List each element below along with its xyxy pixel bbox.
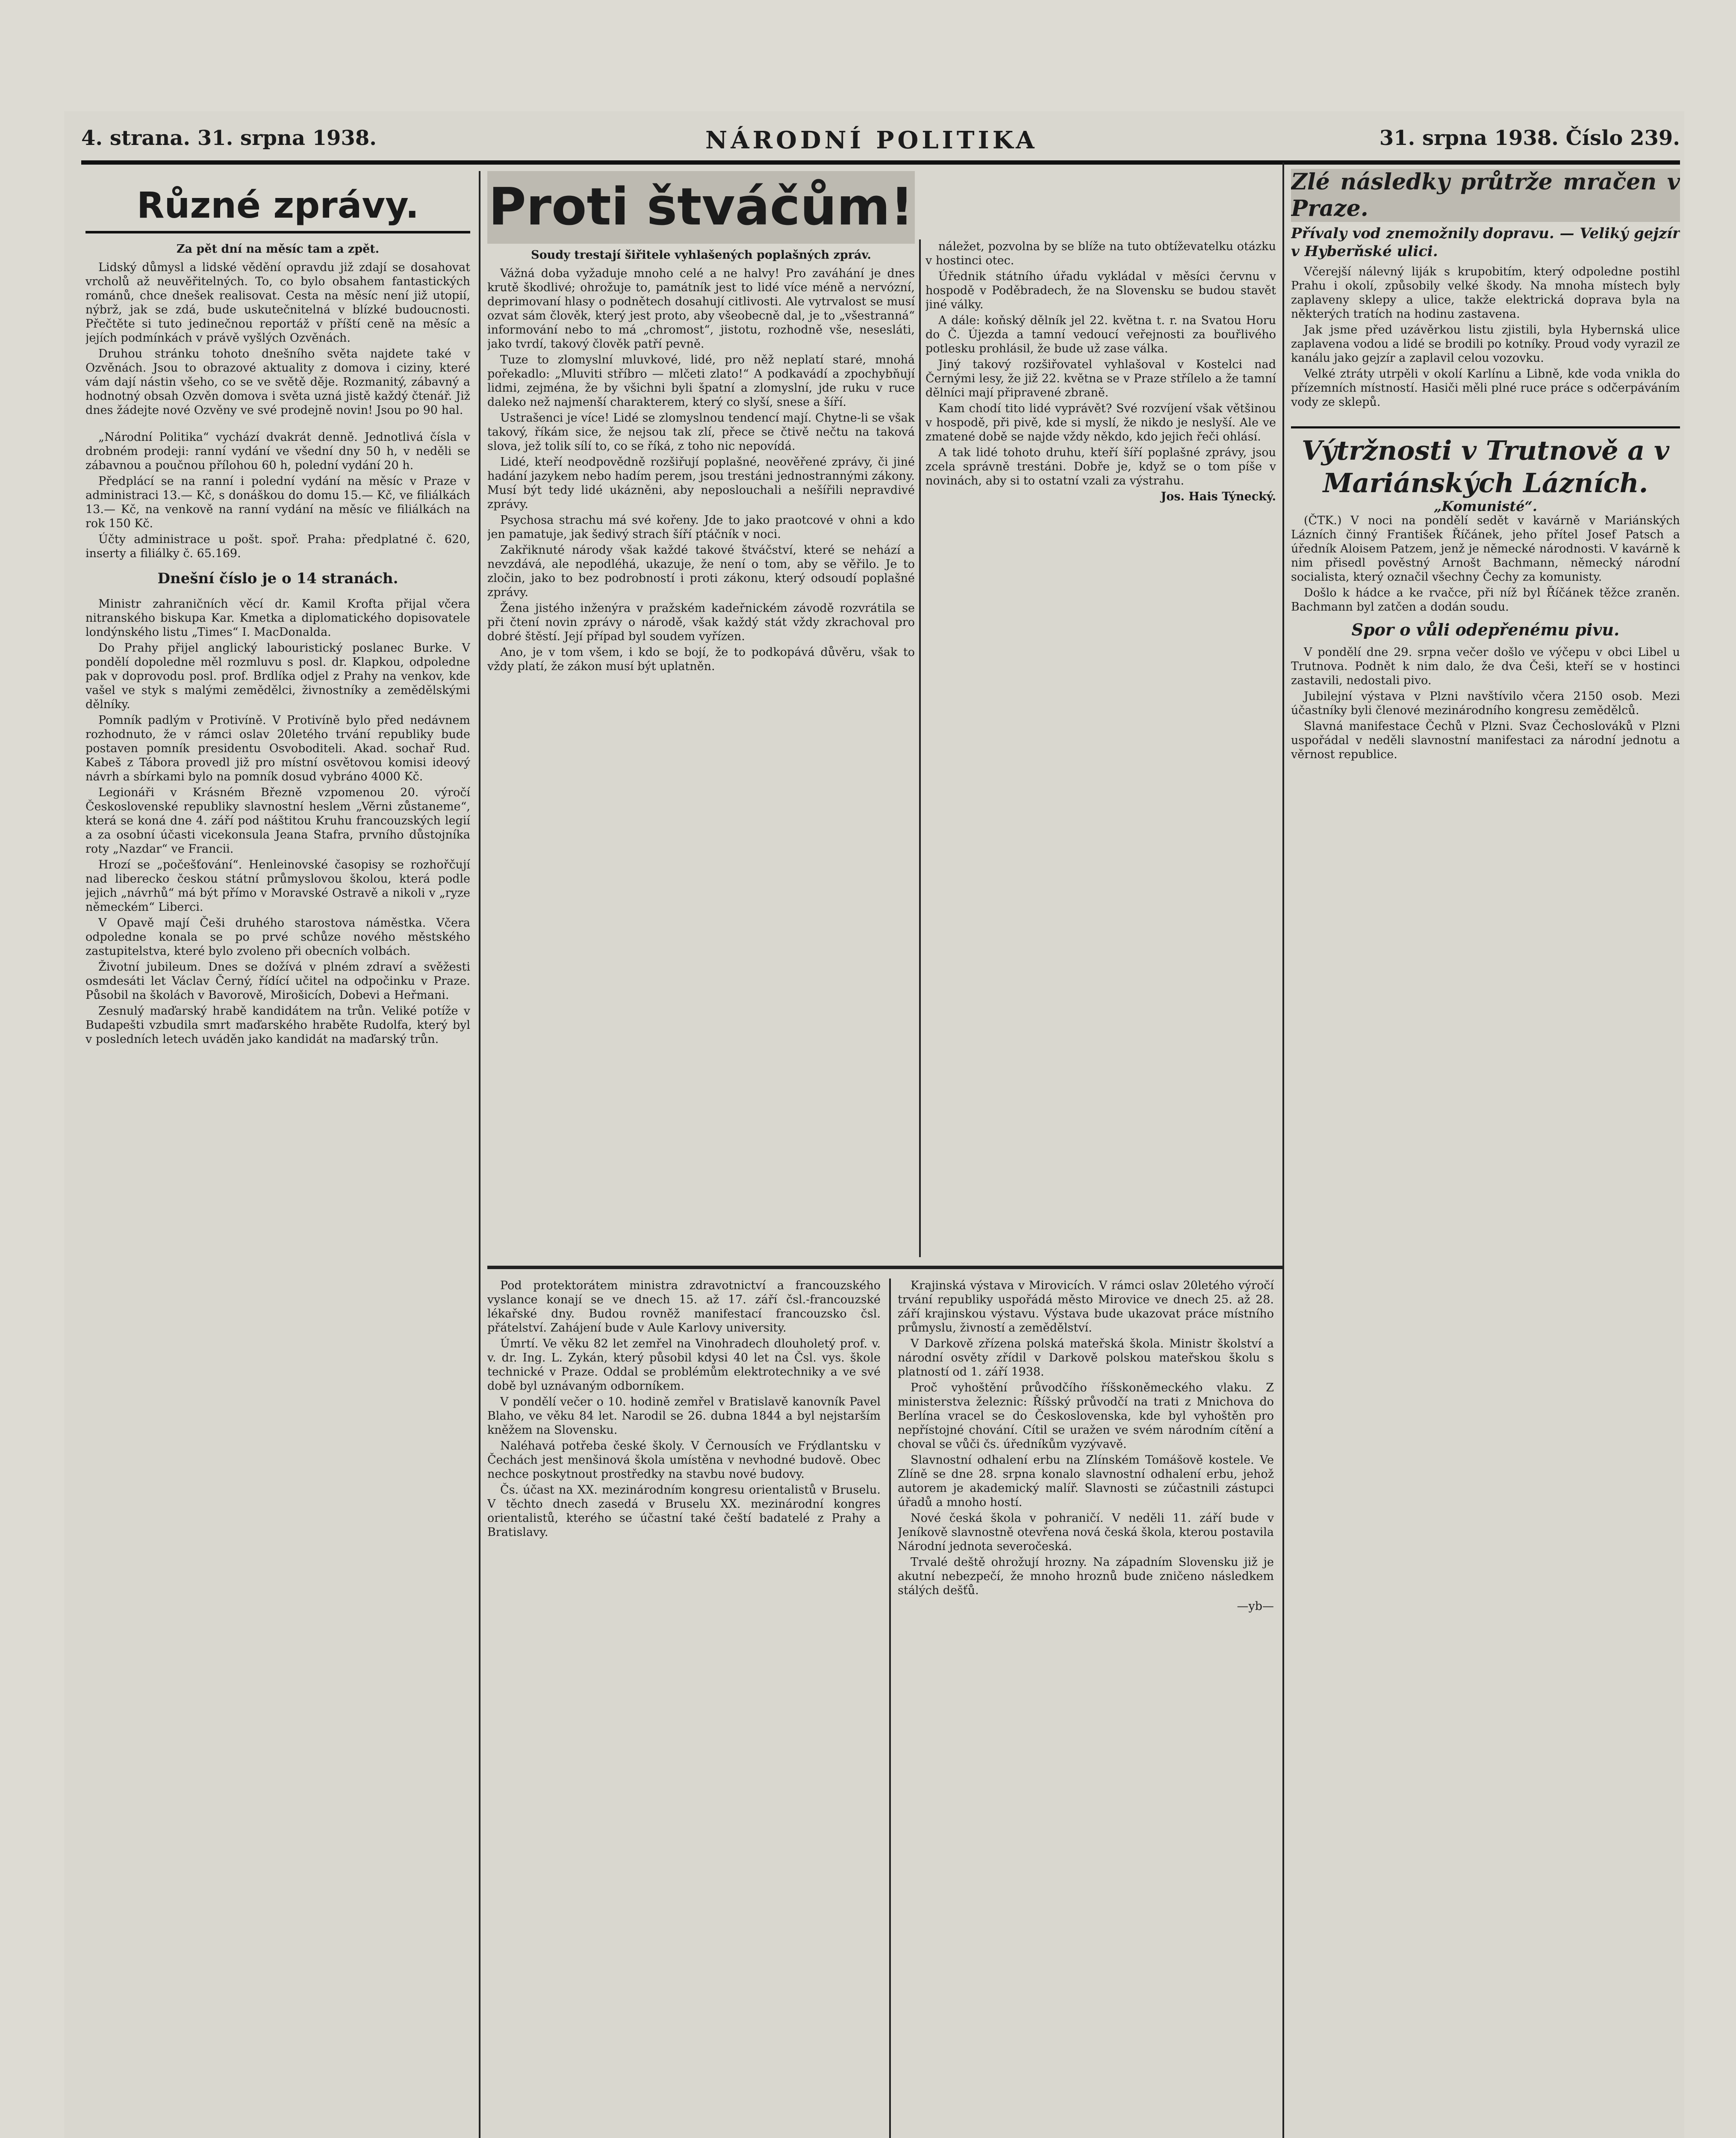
masthead: NÁRODNÍ POLITIKA: [705, 126, 1038, 154]
box-rule: [487, 1266, 1282, 1269]
article-title: Výtržnosti v Trutnově a v Mariánských Lázních.: [1291, 426, 1680, 499]
article-text: Tuze to zlomyslní mluvkové, lidé, pro něž neplatí staré, mnohá pořekadlo: „Mluviti stříbro — mlčeti zlato!“ A podkavádí a zpochybňují lidmi, zejména, že by všichni byli špatní a zlomyslní, jde ruku v ruce daleko než najmenší charakterem, který co slyší, snese a šíří.: [487, 353, 915, 409]
article-text: náležet, pozvolna by se blíže na tuto obtíževatelku otázku v hostinci otec.: [925, 240, 1276, 267]
section-title: Různé zprávy.: [85, 175, 470, 233]
article-subheading: Soudy trestají šiřitele vyhlašených poplašných zpráv.: [531, 248, 871, 262]
article-text: Druhou stránku tohoto dnešního světa najdete také v Ozvěnách. Jsou to obrazové aktuality z domova i ciziny, které vám dají nástin všeho, co se ve světě děje. Rozmanitý, zábavný a hodnotný obsah Ozvěn domova i světa uzná jistě každý čtenář. Již dnes žádejte nové Ozvěny ve své prodejně novin! Jsou po 90 hal.: [85, 347, 470, 417]
article-text: Kam chodí tito lidé vyprávět? Své rozvíjení však většinou v hospodě, při pivě, kde si myslí, že nikdo je neslyší. Ale ve zmatené době se najde vždy někdo, kdo jejich řeči ohlásí.: [925, 402, 1276, 443]
article-text: (ČTK.) V noci na pondělí sedět v kavárně v Mariánských Lázních činný František Říčánek, jeho přítel Josef Patsch a úředník Aloisem Patzem, jenž je německé národnosti. V kavárně k nim přisedl pověstný Arnošt Bachmann, německý národní socialista, který označil všechny Čechy za komunisty.: [1291, 514, 1680, 584]
article-text: Nové česká škola v pohraničí. V neděli 11. září bude v Jeníkově slavnostně otevřena nová česká škola, kterou postavila Národní jednota severočeská.: [898, 1512, 1274, 1553]
article-text: Zakřiknuté národy však každé takové štváčství, které se nehází a nevzdává, ale nepodléhá, ukazuje, že není o tom, aby se věřilo. Je to zločin, jako to bez podrobností i proti zákonu, který odsoudí poplašné zprávy.: [487, 543, 915, 599]
article-text: Včerejší nálevný liják s krupobitím, který odpoledne postihl Prahu i okolí, způsobily velké škody. Na mnoha místech byly zaplaveny sklepy a ulice, takže elektrická doprava byla na některých tratích na hodinu zastavena.: [1291, 265, 1680, 321]
article-text: Slavnostní odhalení erbu na Zlínském Tomášově kostele. Ve Zlíně se dne 28. srpna konalo slavnostní odhalení erbu, jehož autorem je akademický malíř. Slavnosti se zúčastnili zástupci úřadů a mnoho hostí.: [898, 1453, 1274, 1509]
column-rule: [1282, 162, 1284, 2138]
page-header: [81, 126, 1680, 165]
issue-label: 31. srpna 1938. Číslo 239.: [1379, 126, 1680, 150]
column-2: [487, 171, 915, 1266]
article-text: Pomník padlým v Protivíně. V Protivíně bylo před nedávnem rozhodnuto, že v rámci oslav 20letého trvání republiky bude postaven pomník presidentu Osvoboditeli. Akad. sochař Rud. Kabeš z Tábora provedl již pro místní osvětovou komisi ideový návrh a sbírkami bylo na pomník dosud vybráno 4000 Kč.: [85, 714, 470, 783]
article-title: Spor o vůli odepřenému pivu.: [1351, 620, 1620, 639]
article-text: Jiný takový rozšiřovatel vyhlašoval v Kostelci nad Černými lesy, že již 22. května se v Praze střílelo a že tamní dělníci mají připravené zbraně.: [925, 358, 1276, 399]
article-text: Legionáři v Krásném Březně vzpomenou 20. výročí Československé republiky slavnostní heslem „Věrni zůstaneme“, která se koná dne 4. září pod náštitou Kruhu francouzských legií a za osobní účasti vicekonsula Jeana Stafra, prvního důstojníka roty „Nazdar“ ve Francii.: [85, 786, 470, 856]
article-text: Jubilejní výstava v Plzni navštívilo včera 2150 osob. Mezi účastníky byli členové mezinárodního kongresu zemědělců.: [1291, 690, 1680, 717]
article-text: V Opavě mají Češi druhého starostova náměstka. Včera odpoledne konala se po prvé schůze nového městského zastupitelstva, které bylo zvoleno při obecních volbách.: [85, 916, 470, 958]
article-text: A tak lidé tohoto druhu, kteří šíří poplašné zprávy, jsou zcela správně trestáni. Dobře je, když se o tom píše v novinách, aby si to ostatní vzali za výstrahu.: [925, 446, 1276, 487]
article-text: Ustrašenci je více! Lidé se zlomyslnou tendencí mají. Chytne-li se však takový, říkám sice, že nejsou tak zlí, přece se čtivě nečtu na taková slova, jež tolik sílí to, co se říká, z toho nic nepovídá.: [487, 411, 915, 453]
article-text: Naléhavá potřeba české školy. V Černousích ve Frýdlantsku v Čechách jest menšinová škola umístěna v nevhodné budově. Obec nechce poskytnout prostředky na stavbu nové budovy.: [487, 1439, 881, 1481]
article-text: A dále: koňský dělník jel 22. května t. r. na Svatou Horu do Č. Újezda a tamní vedoucí veřejnosti za bouřlivého potlesku prohlásil, že bude už zase válka.: [925, 314, 1276, 355]
article-heading: Dnešní číslo je o 14 stranách.: [157, 570, 398, 587]
article-banner: Proti štváčům!: [487, 171, 915, 244]
column-3: [1291, 169, 1680, 2138]
article-text: Předplácí se na ranní i polední vydání na měsíc v Praze v administraci 13.— Kč, s donáškou do domu 15.— Kč, ve filiálkách 13.— Kč, na venkově na ranní vydání na měsíc ve filiálkách na rok 150 Kč.: [85, 475, 470, 530]
article-text: Proč vyhoštění průvodčího říšskoněmeckého vlaku. Z ministerstva železnic: Říšský průvodčí na trati z Mnichova do Berlína vracel se do Československa, kde byl vyhoštěn pro nepřístojné chování. Cítil se uražen ve svém národním cítění a choval se vůči čs. úředníkům vyzývavě.: [898, 1381, 1274, 1451]
article-text: Ministr zahraničních věcí dr. Kamil Krofta přijal včera nitranského biskupa Kar. Kmetka a diplomatického dopisovatele londýnského listu „Times“ I. MacDonalda.: [85, 597, 470, 639]
article-text: Žena jistého inženýra v pražském kadeřnickém závodě rozvrátila se při čtení novin zprávy o národě, však každý stát vždy zkrachoval pro dobré štěstí. Její případ byl soudem vyřízen.: [487, 602, 915, 643]
article-text: Čs. účast na XX. mezinárodním kongresu orientalistů v Bruselu. V těchto dnech zasedá v Bruselu XX. mezinárodní kongres orientalistů, kterého se účastní také čeští badatelé z Prahy a Bratislavy.: [487, 1483, 881, 1539]
article-text: Pod protektorátem ministra zdravotnictví a francouzského vyslance konají se ve dnech 15. až 17. září čsl.-francouzské lékařské dny. Budou rovněž manifestací francouzsko čsl. přátelství. Zahájení bude v Aule Karlovy university.: [487, 1279, 881, 1335]
article-text: Lidský důmysl a lidské vědění opravdu již zdají se dosahovat vrcholů až neuvěřitelných. To, co bylo obsahem fantastických románů, chce dnešek realisovat. Cesta na měsíc není již utopií, nýbrž, jak se zdá, bude uskutečnitelná v blízké budoucnosti. Přečtěte si tuto jedinečnou reportáž v příští ceně na měsíc a jejích podmínkách v právě vyšlých Ozvěnách.: [85, 261, 470, 345]
page-label: 4. strana. 31. srpna 1938.: [81, 126, 377, 150]
article-author: —yb—: [1237, 1600, 1274, 1613]
article-text: V Darkově zřízena polská mateřská škola. Ministr školství a národní osvěty zřídil v Darkově polskou mateřskou školu s platností od 1. září 1938.: [898, 1337, 1274, 1379]
article-text: Psychosa strachu má své kořeny. Jde to jako praotcové v ohni a kdo jen pamatuje, jak šedivý strach šíří ptáčník v noci.: [487, 514, 915, 541]
article-author: Jos. Hais Týnecký.: [1161, 490, 1276, 503]
column-1: [85, 175, 470, 2138]
column-rule: [919, 239, 921, 1257]
column-2b: [925, 239, 1276, 1266]
article-subheading: Přívaly vod znemožnily dopravu. — Veliký gejzír v Hyberňské ulici.: [1291, 225, 1680, 260]
article-text: Trvalé deště ohrožují hrozny. Na západním Slovensku již je akutní nebezpečí, že mnoho hroznů bude zničeno následkem stálých dešťů.: [898, 1556, 1274, 1597]
article-text: Krajinská výstava v Mirovicích. V rámci oslav 20letého výročí trvání republiky uspořádá město Mirovice ve dnech 25. až 28. září krajinskou výstavu. Výstava bude ukazovat práce místního průmyslu, živností a zemědělství.: [898, 1279, 1274, 1335]
article-text: V pondělí dne 29. srpna večer došlo ve výčepu v obci Libel u Trutnova. Podnět k nim dalo, že dva Češi, kteří se v hostinci zastavili, nedostali pivo.: [1291, 646, 1680, 687]
article-text: Ano, je v tom všem, i kdo se bojí, že to podkopává důvěru, však to vždy platí, že zákon musí být uplatněn.: [487, 646, 915, 673]
article-subheading: „Komunisté“.: [1433, 498, 1538, 514]
article-text: Jak jsme před uzávěrkou listu zjistili, byla Hybernská ulice zaplavena vodou a lidé se brodili po kotníky. Proud vody vyrazil ze kanálu jako gejzír a zaplavil celou vozovku.: [1291, 323, 1680, 365]
article-text: Velké ztráty utrpěli v okolí Karlínu a Libně, kde voda vnikla do přízemních místností. Hasiči měli plné ruce práce s odčerpáváním vody ze sklepů.: [1291, 367, 1680, 409]
article-text: Účty administrace u pošt. spoř. Praha: předplatné č. 620, inserty a filiálky č. 65.169.: [85, 533, 470, 560]
article-text: „Národní Politika“ vychází dvakrát denně. Jednotlivá čísla v drobném prodeji: ranní vydání ve všední dny 50 h, v neděli se zábavnou a poučnou přílohou 60 h, polední vydání 20 h.: [85, 431, 470, 472]
article-text: Úmrtí. Ve věku 82 let zemřel na Vinohradech dlouholetý prof. v. v. dr. Ing. L. Zykán, který působil kdysi 40 let na Čsl. vys. škole technické v Praze. Oddal se problémům elektrotechniky a ve své době byl uznávaným odborníkem.: [487, 1337, 881, 1393]
article-text: Hrozí se „počešťování“. Henleinovské časopisy se rozhořčují nad liberecko českou státní průmyslovou školou, která podle jejich „návrhů“ má být přímo v Moravské Ostravě a nikoli v „ryze německém“ Liberci.: [85, 858, 470, 914]
article-text: Slavná manifestace Čechů v Plzni. Svaz Čechoslováků v Plzni uspořádal v neděli slavnostní manifestaci za národní jednotu a věrnost republice.: [1291, 720, 1680, 761]
article-text: Do Prahy přijel anglický labouristický poslanec Burke. V pondělí dopoledne měl rozmluvu s posl. dr. Klapkou, odpoledne pak v doprovodu posl. prof. Brdlíka odjel z Prahy na venkov, kde vašel ve styk s malými zemědělci, živnostníky a zemědělskými dělníky.: [85, 641, 470, 711]
article-text: Zesnulý maďarský hrabě kandidátem na trůn. Veliké potíže v Budapešti vzbudila smrt maďarského hraběte Rudolfa, který byl v posledních letech uváděn jako kandidát na maďarský trůn.: [85, 1004, 470, 1046]
column-rule: [479, 171, 480, 2138]
article-title: Zlé následky průtrže mračen v Praze.: [1291, 169, 1680, 221]
column-5: [898, 1279, 1274, 2138]
article-text: Úřednik státního úřadu vykládal v měsíci červnu v hospodě v Poděbradech, že na Slovensku se budou stavět jiné války.: [925, 270, 1276, 311]
article-heading: Za pět dní na měsíc tam a zpět.: [176, 242, 380, 256]
article-text: Lidé, kteří neodpovědně rozšiřují poplašné, neověřené zprávy, či jiné hadání jazykem nebo hadím perem, jsou trestáni jednostrannými zákony. Musí být tedy lidé ukázněni, aby neposlouchali a nešířili nepravdivé zprávy.: [487, 455, 915, 511]
column-4: [487, 1279, 881, 2138]
article-text: Vážná doba vyžaduje mnoho celé a ne halvy! Pro zaváhání je dnes krutě škodlivé; ohrožuje to, památník jest to lidé více méně a nervózní, deprimovaní hlasy o podnětech dosahují citlivosti. Ale vytrvalost se musí ozvat sám člověk, který jest proto, aby všeobecně dal, je to „všestranná“ informování nebo to má „chromost“, jistotu, rozhodně vše, nesesláti, jako tvrdí, takový člověk patří pevně.: [487, 267, 915, 351]
article-text: V pondělí večer o 10. hodině zemřel v Bratislavě kanovník Pavel Blaho, ve věku 84 let. Narodil se 26. dubna 1844 a byl nejstarším kněžem na Slovensku.: [487, 1395, 881, 1437]
column-rule: [889, 1279, 891, 2138]
article-text: Životní jubileum. Dnes se dožívá v plném zdraví a svěžesti osmdesáti let Václav Černý, řídící učitel na odpočinku v Praze. Působil na školách v Bavorově, Mirošicích, Dobevi a Heřmani.: [85, 960, 470, 1002]
article-text: Došlo k hádce a ke rvačce, při níž byl Říčánek těžce zraněn. Bachmann byl zatčen a dodán soudu.: [1291, 586, 1680, 614]
